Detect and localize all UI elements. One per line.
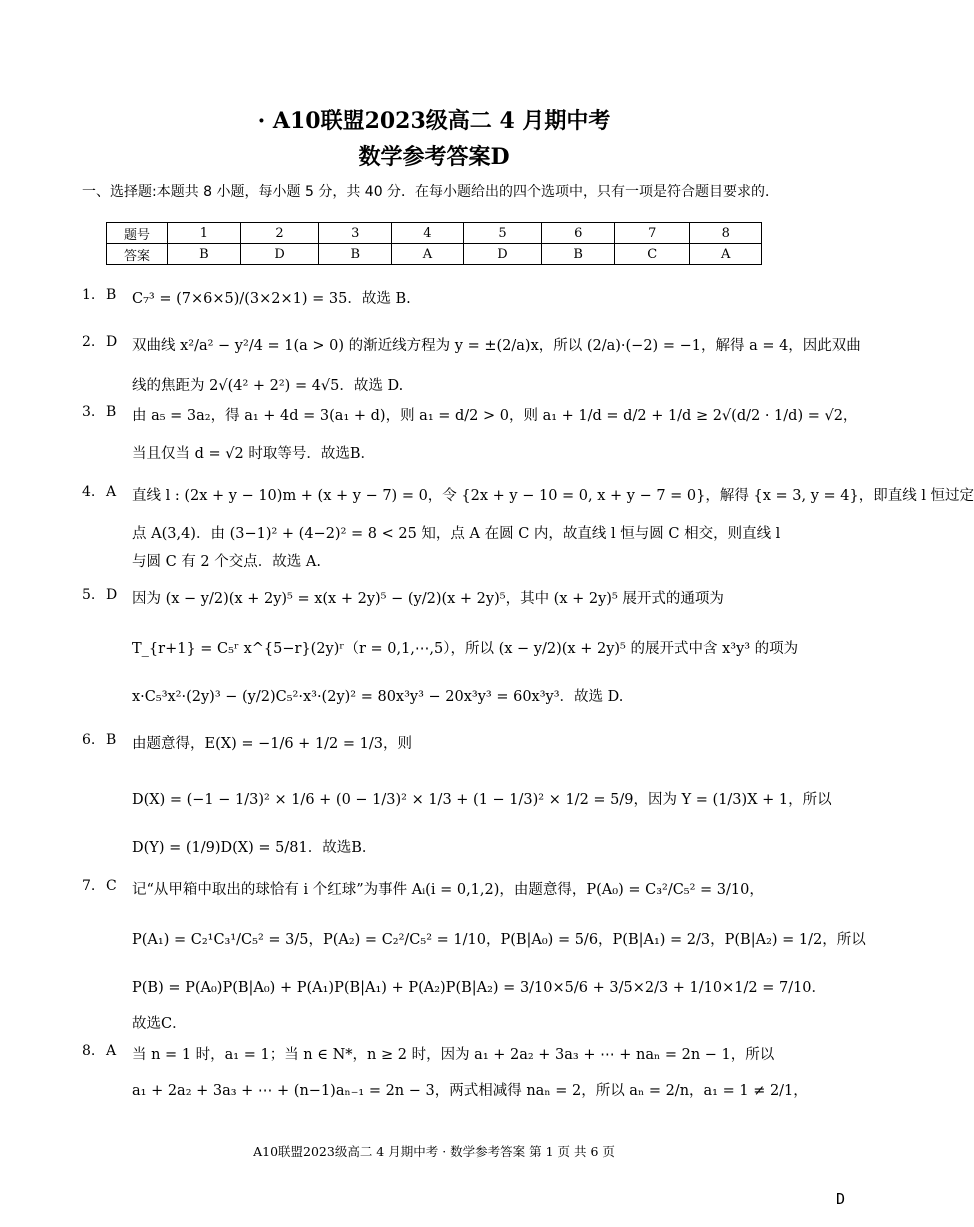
table-cell: 1 bbox=[168, 223, 241, 244]
answer-table bbox=[106, 222, 762, 265]
solution-line: D(X) = (−1 − 1/3)² × 1/6 + (0 − 1/3)² × 1/3 + (1 − 1/3)² × 1/2 = 5/9，因为 Y = (1/3)X + 1，所以 bbox=[132, 792, 832, 808]
section-heading: 一、选择题:本题共 8 小题，每小题 5 分，共 40 分．在每小题给出的四个选项中，只有一项是符合题目要求的． bbox=[82, 184, 780, 200]
item-choice: D bbox=[106, 587, 118, 603]
table-cell: A bbox=[392, 244, 464, 265]
solution-line: 故选C． bbox=[132, 1016, 187, 1032]
table-cell: D bbox=[240, 244, 319, 265]
corner-mark: D bbox=[836, 1190, 846, 1208]
item-number: 3. bbox=[82, 404, 96, 420]
item-number: 6. bbox=[82, 732, 96, 748]
item-number: 8. bbox=[82, 1043, 96, 1059]
solution-line: D(Y) = (1/9)D(X) = 5/81．故选B． bbox=[132, 840, 377, 856]
table-cell: 4 bbox=[392, 223, 464, 244]
solution-line: 由题意得，E(X) = −1/6 + 1/2 = 1/3，则 bbox=[132, 736, 412, 752]
table-cell: 6 bbox=[542, 223, 615, 244]
solution-line: P(B) = P(A₀)P(B|A₀) + P(A₁)P(B|A₁) + P(A₂)P(B|A₂) = 3/10×5/6 + 3/5×2/3 + 1/10×1/2 = 7/10． bbox=[132, 980, 827, 996]
item-number: 2. bbox=[82, 334, 96, 350]
table-cell: 2 bbox=[240, 223, 319, 244]
table-cell: C bbox=[615, 244, 690, 265]
item-choice: B bbox=[106, 404, 117, 420]
solution-line: 双曲线 x²/a² − y²/4 = 1(a > 0) 的渐近线方程为 y = ±(2/a)x，所以 (2/a)·(−2) = −1，解得 a = 4，因此双曲 bbox=[132, 338, 861, 354]
item-choice: A bbox=[106, 1043, 117, 1059]
solution-line: a₁ + 2a₂ + 3a₃ + ⋯ + (n−1)aₙ₋₁ = 2n − 3，两式相减得 naₙ = 2，所以 aₙ = 2/n，a₁ = 1 ≠ 2/1， bbox=[132, 1083, 808, 1099]
table-cell: B bbox=[542, 244, 615, 265]
table-cell: 7 bbox=[615, 223, 690, 244]
solution-line: P(A₁) = C₂¹C₃¹/C₅² = 3/5，P(A₂) = C₂²/C₅² = 1/10，P(B|A₀) = 5/6，P(B|A₁) = 2/3，P(B|A₂) = 1/2，所以 bbox=[132, 932, 866, 948]
item-choice: A bbox=[106, 484, 117, 500]
page-footer: A10联盟2023级高二 4 月期中考 · 数学参考答案 第 1 页 共 6 页 bbox=[253, 1144, 615, 1159]
solution-line: 直线 l : (2x + y − 10)m + (x + y − 7) = 0，令 {2x + y − 10 = 0, x + y − 7 = 0}，解得 {x = 3, y = 4}，即直线 l 恒过定 bbox=[132, 488, 974, 504]
table-row-answers bbox=[107, 244, 762, 265]
item-number: 1. bbox=[82, 287, 96, 303]
table-header-answer: 答案 bbox=[107, 244, 168, 265]
solution-line: 当且仅当 d = √2 时取等号．故选B． bbox=[132, 446, 375, 462]
table-cell: B bbox=[168, 244, 241, 265]
solution-line: 记“从甲箱中取出的球恰有 i 个红球”为事件 Aᵢ(i = 0,1,2)，由题意得，P(A₀) = C₃²/C₅² = 3/10， bbox=[132, 882, 764, 898]
solution-line: 因为 (x − y/2)(x + 2y)⁵ = x(x + 2y)⁵ − (y/2)(x + 2y)⁵，其中 (x + 2y)⁵ 展开式的通项为 bbox=[132, 591, 724, 607]
solution-line: T_{r+1} = C₅ʳ x^{5−r}(2y)ʳ（r = 0,1,⋯,5），所以 (x − y/2)(x + 2y)⁵ 的展开式中含 x³y³ 的项为 bbox=[132, 641, 799, 657]
solution-line: 由 a₅ = 3a₂，得 a₁ + 4d = 3(a₁ + d)，则 a₁ = d/2 > 0，则 a₁ + 1/d = d/2 + 1/d ≥ 2√(d/2 · 1/d) = √2， bbox=[132, 408, 858, 424]
table-row-numbers bbox=[107, 223, 762, 244]
item-choice: B bbox=[106, 287, 117, 303]
table-cell: 3 bbox=[319, 223, 392, 244]
solution-line: x·C₅³x²·(2y)³ − (y/2)C₅²·x³·(2y)² = 80x³y³ − 20x³y³ = 60x³y³．故选 D. bbox=[132, 689, 624, 705]
answer-key-title: 数学参考答案D bbox=[358, 144, 510, 170]
exam-title: · A10联盟2023级高二 4 月期中考 bbox=[257, 108, 611, 134]
item-number: 5. bbox=[82, 587, 96, 603]
table-header-number: 题号 bbox=[107, 223, 168, 244]
item-choice: C bbox=[106, 878, 117, 894]
solution-line: C₇³ = (7×6×5)/(3×2×1) = 35．故选 B. bbox=[132, 291, 411, 307]
item-number: 4. bbox=[82, 484, 96, 500]
solution-line: 点 A(3,4)．由 (3−1)² + (4−2)² = 8 < 25 知，点 A 在圆 C 内，故直线 l 恒与圆 C 相交，则直线 l bbox=[132, 526, 781, 542]
table-cell: B bbox=[319, 244, 392, 265]
table-cell: 5 bbox=[463, 223, 542, 244]
table-cell: 8 bbox=[690, 223, 762, 244]
item-choice: B bbox=[106, 732, 117, 748]
item-choice: D bbox=[106, 334, 118, 350]
item-number: 7. bbox=[82, 878, 96, 894]
solution-line: 与圆 C 有 2 个交点．故选 A. bbox=[132, 554, 321, 570]
solution-line: 线的焦距为 2√(4² + 2²) = 4√5．故选 D. bbox=[132, 378, 404, 394]
table-cell: D bbox=[463, 244, 542, 265]
solution-line: 当 n = 1 时，a₁ = 1；当 n ∈ N*，n ≥ 2 时，因为 a₁ + 2a₂ + 3a₃ + ⋯ + naₙ = 2n − 1，所以 bbox=[132, 1047, 775, 1063]
table-cell: A bbox=[690, 244, 762, 265]
